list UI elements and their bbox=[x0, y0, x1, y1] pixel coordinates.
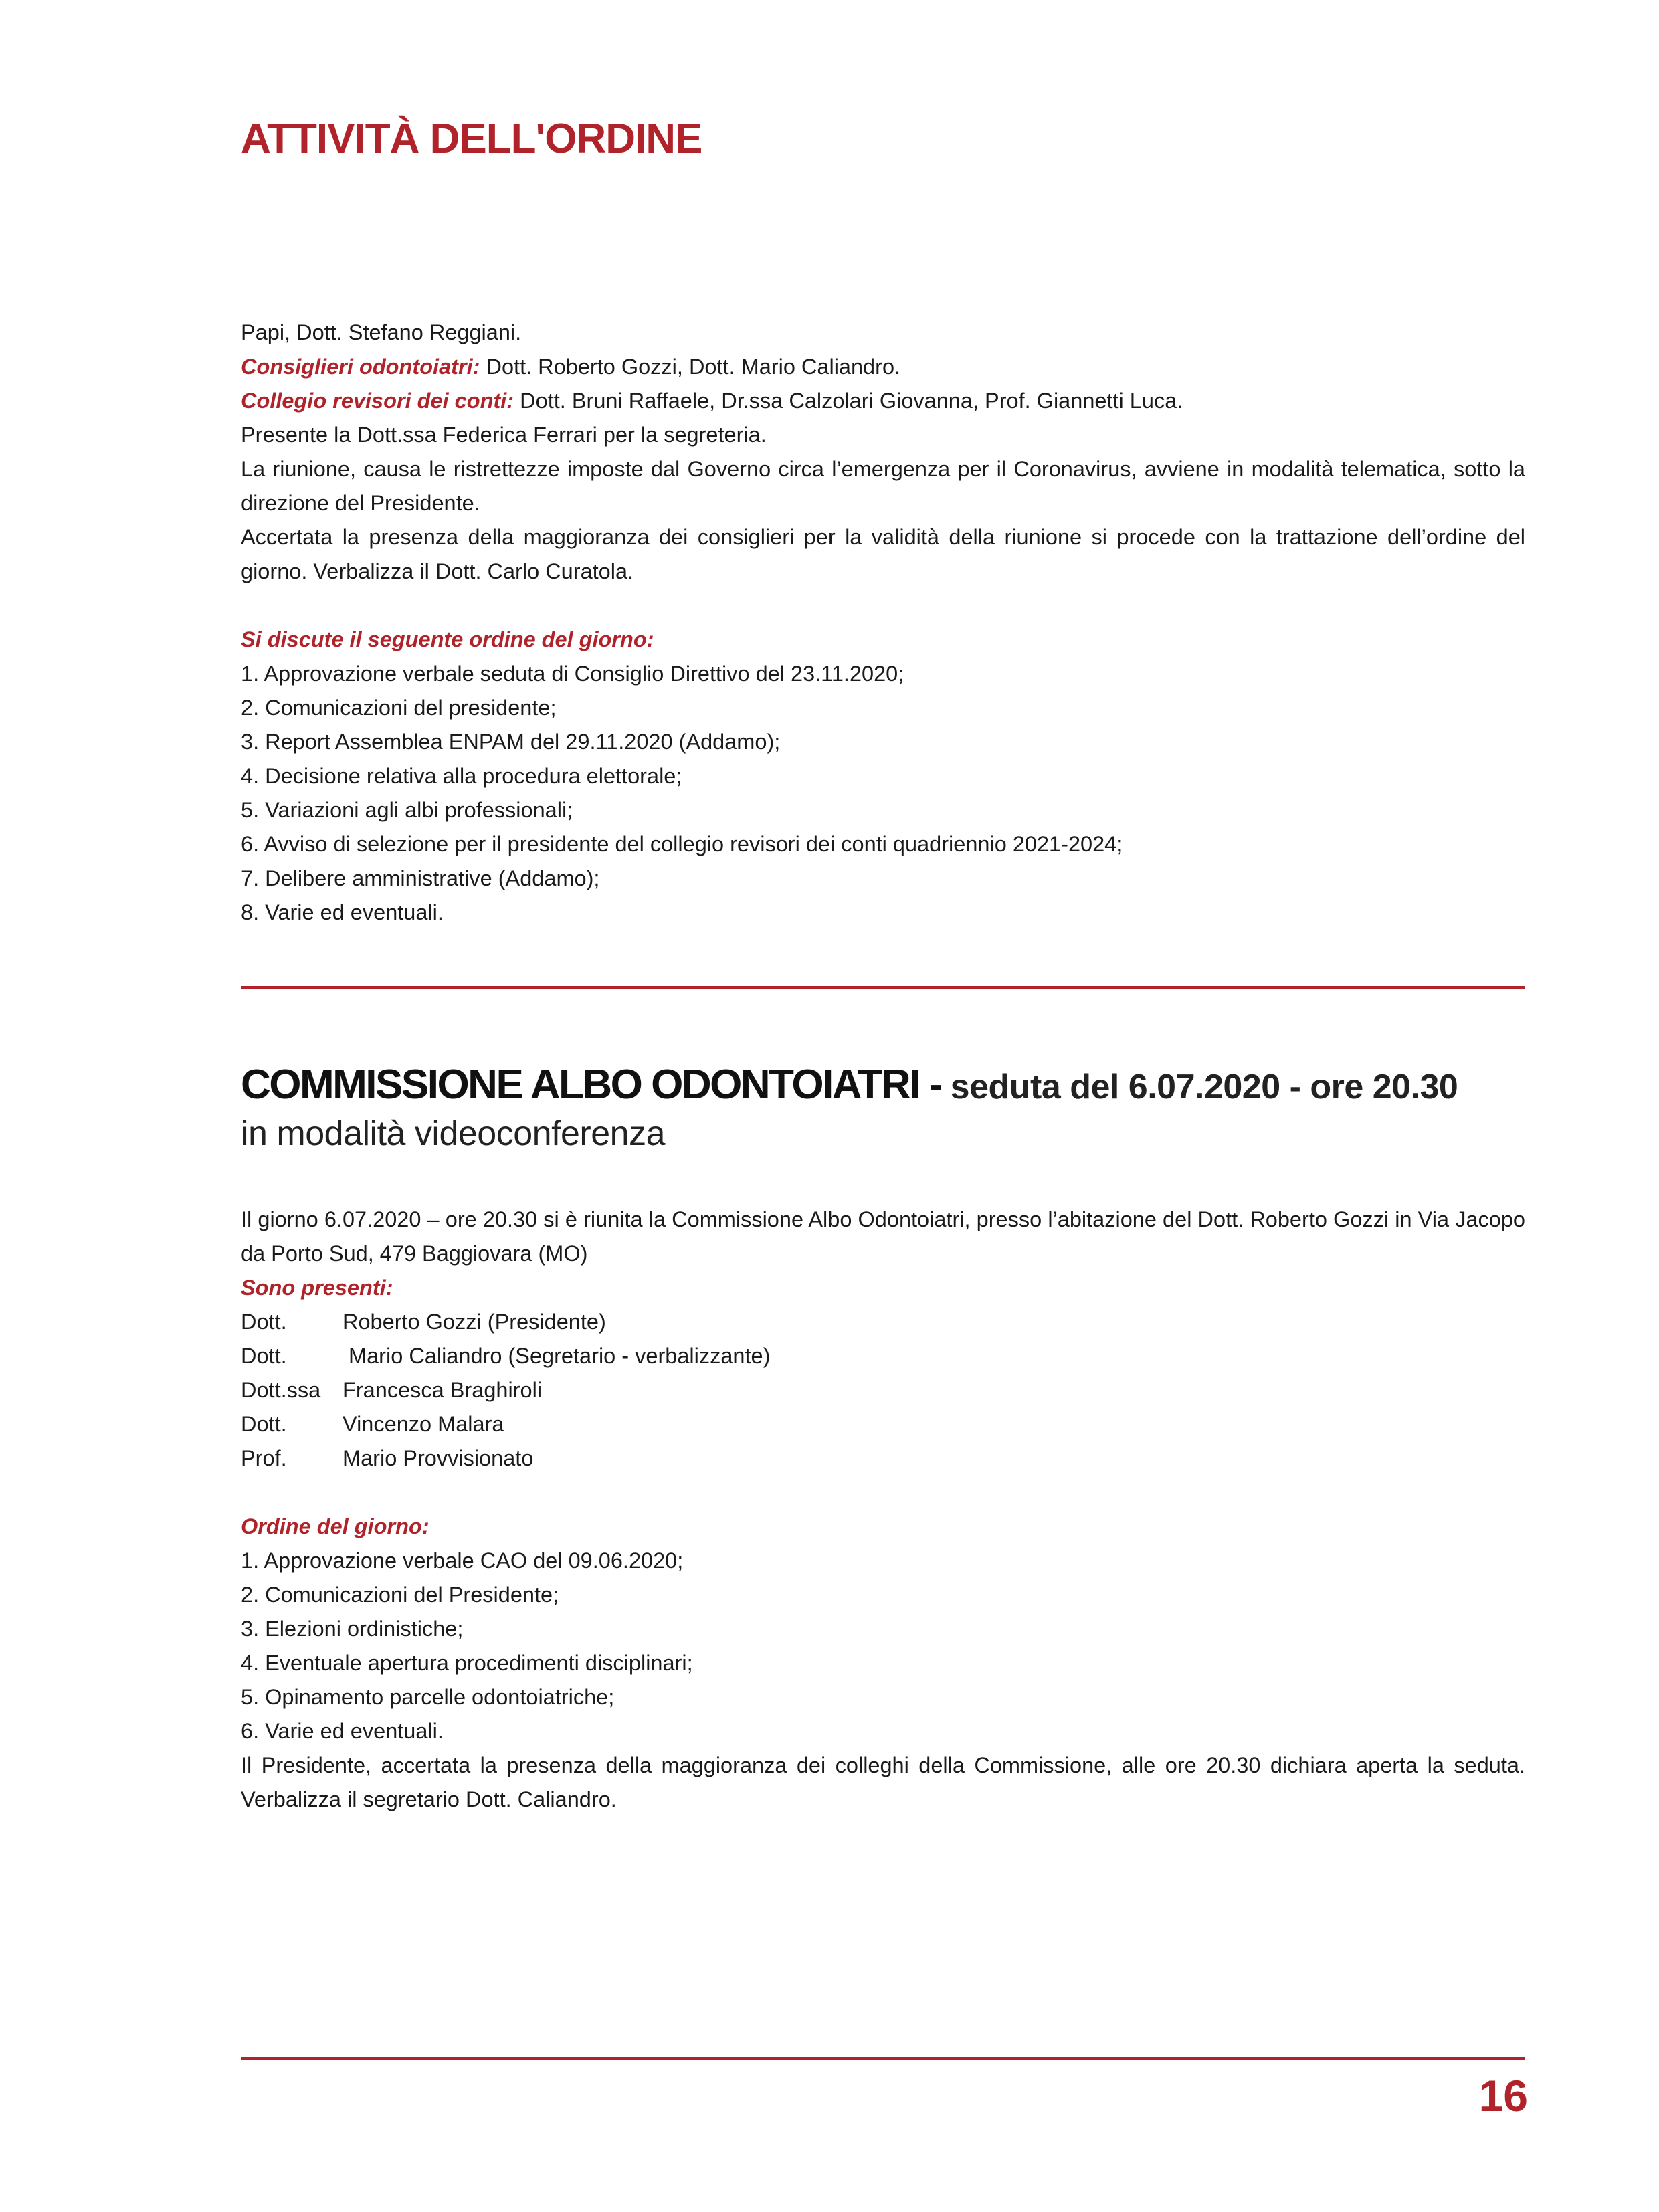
agenda-item: 5. Variazioni agli albi professionali; bbox=[241, 798, 573, 822]
closing-paragraph: Il Presidente, accertata la presenza della maggioranza dei colleghi della Commissione, alle ore 20.30 dichiara aperta la seduta. Verbalizza il segretario Dott. Caliandro. bbox=[241, 1753, 1525, 1811]
agenda-item: 4. Decisione relativa alla procedura elettorale; bbox=[241, 764, 682, 788]
collegio-text: Dott. Bruni Raffaele, Dr.ssa Calzolari Giovanna, Prof. Giannetti Luca. bbox=[514, 389, 1183, 413]
agenda-item: 3. Report Assemblea ENPAM del 29.11.2020 (Addamo); bbox=[241, 730, 781, 754]
agenda-item: 2. Comunicazioni del Presidente; bbox=[241, 1583, 559, 1607]
commission-minutes-block bbox=[241, 1203, 1525, 1817]
attendee-row bbox=[241, 1441, 1525, 1476]
agenda-item: 1. Approvazione verbale CAO del 09.06.2020; bbox=[241, 1548, 684, 1573]
attendee-title: Dott. bbox=[241, 1412, 287, 1436]
agenda-item: 4. Eventuale apertura procedimenti disciplinari; bbox=[241, 1651, 693, 1675]
ordine-label: Ordine del giorno: bbox=[241, 1514, 429, 1538]
attendee-name: Mario Provvisionato bbox=[343, 1446, 534, 1470]
section-title-date: seduta del 6.07.2020 - ore 20.30 bbox=[941, 1068, 1458, 1106]
attendee-title: Dott. bbox=[241, 1344, 287, 1368]
presenti-label: Sono presenti: bbox=[241, 1276, 393, 1300]
attendee-title: Dott. bbox=[241, 1310, 287, 1334]
council-minutes-block bbox=[241, 316, 1525, 930]
page-title: ATTIVITÀ DELL'ORDINE bbox=[241, 116, 702, 162]
consiglieri-line bbox=[241, 350, 1525, 384]
attendee-name: Roberto Gozzi (Presidente) bbox=[343, 1310, 606, 1334]
attendee-row bbox=[241, 1407, 1525, 1441]
consiglieri-label: Consiglieri odontoiatri: bbox=[241, 355, 480, 379]
agenda-item: 5. Opinamento parcelle odontoiatriche; bbox=[241, 1685, 615, 1709]
attendee-name: Mario Caliandro (Segretario - verbalizzante) bbox=[343, 1344, 771, 1368]
agenda-label: Si discute il seguente ordine del giorno: bbox=[241, 627, 654, 651]
attendee-name: Francesca Braghiroli bbox=[343, 1378, 543, 1402]
agenda-item: 2. Comunicazioni del presidente; bbox=[241, 696, 557, 720]
riunione-paragraph: La riunione, causa le ristrettezze imposte dal Governo circa l’emergenza per il Coronavirus, avviene in modalità telematica, sotto la direzione del Presidente. bbox=[241, 457, 1525, 515]
attendee-name: Vincenzo Malara bbox=[343, 1412, 504, 1436]
section-title-bold: COMMISSIONE ALBO ODONTOIATRI - bbox=[241, 1062, 941, 1108]
attendee-title: Dott.ssa bbox=[241, 1378, 321, 1402]
section-subtitle: in modalità videoconferenza bbox=[241, 1114, 666, 1153]
section-divider bbox=[241, 986, 1525, 989]
consiglieri-text: Dott. Roberto Gozzi, Dott. Mario Caliandro. bbox=[480, 355, 901, 379]
intro-paragraph: Il giorno 6.07.2020 – ore 20.30 si è riunita la Commissione Albo Odontoiatri, presso l’abitazione del Dott. Roberto Gozzi in Via Jacopo da Porto Sud, 479 Baggiovara (MO) bbox=[241, 1207, 1525, 1266]
footer-rule bbox=[241, 2057, 1525, 2060]
attendee-row bbox=[241, 1339, 1525, 1373]
attendee-row bbox=[241, 1305, 1525, 1339]
agenda-item: 1. Approvazione verbale seduta di Consiglio Direttivo del 23.11.2020; bbox=[241, 662, 904, 686]
attendee-title: Prof. bbox=[241, 1446, 287, 1470]
agenda-item: 8. Varie ed eventuali. bbox=[241, 900, 444, 924]
accertata-paragraph: Accertata la presenza della maggioranza dei consiglieri per la validità della riunione si procede con la trattazione dell’ordine del giorno. Verbalizza il Dott. Carlo Curatola. bbox=[241, 525, 1525, 583]
agenda-item: 7. Delibere amministrative (Addamo); bbox=[241, 866, 600, 890]
agenda-item: 6. Varie ed eventuali. bbox=[241, 1719, 444, 1743]
agenda-item: 6. Avviso di selezione per il presidente del collegio revisori dei conti quadriennio 2021-2024; bbox=[241, 832, 1123, 856]
collegio-label: Collegio revisori dei conti: bbox=[241, 389, 514, 413]
agenda-item: 3. Elezioni ordinistiche; bbox=[241, 1617, 464, 1641]
section-title bbox=[241, 1061, 1525, 1108]
collegio-line bbox=[241, 384, 1525, 418]
page-number: 16 bbox=[1478, 2071, 1528, 2120]
members-line: Papi, Dott. Stefano Reggiani. bbox=[241, 320, 522, 344]
attendee-row bbox=[241, 1373, 1525, 1407]
segreteria-line: Presente la Dott.ssa Federica Ferrari per la segreteria. bbox=[241, 423, 767, 447]
